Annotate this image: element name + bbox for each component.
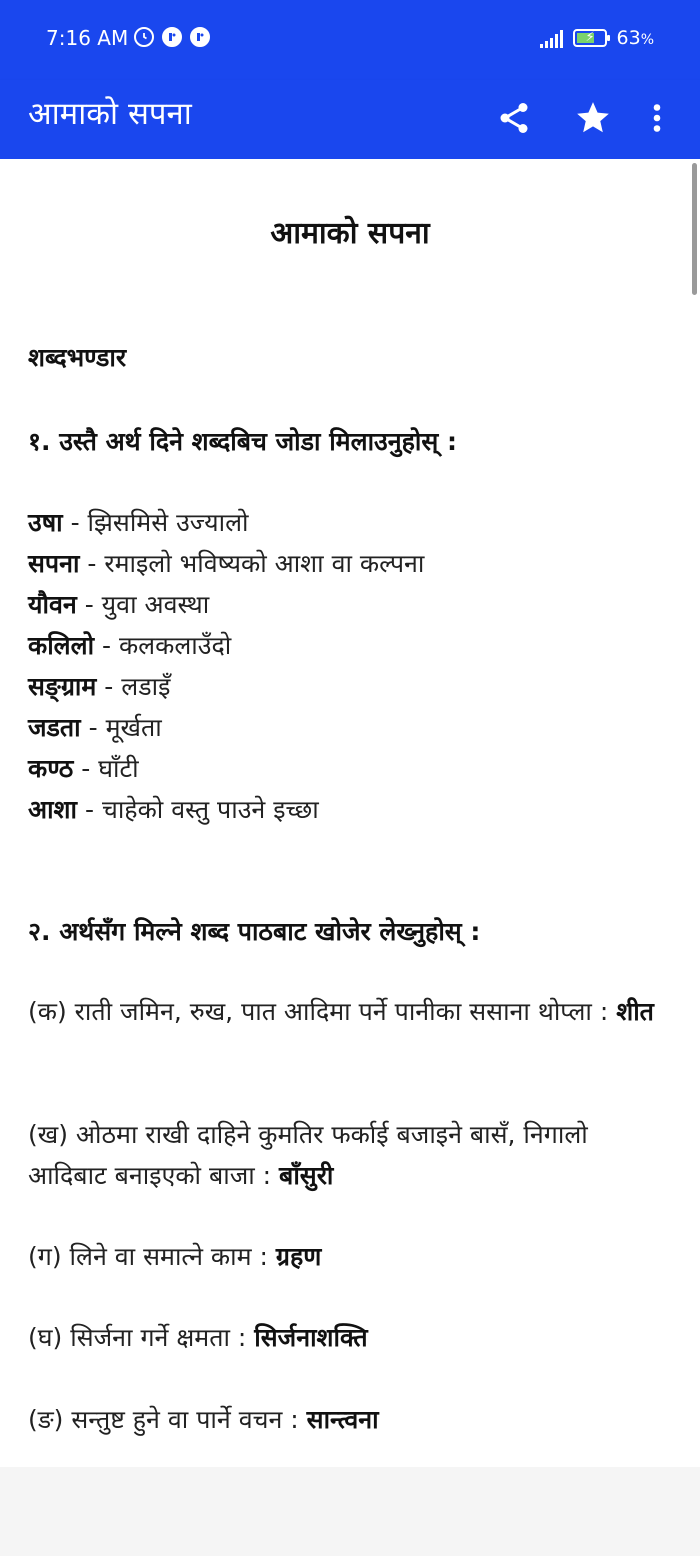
- answer-item: (घ) सिर्जना गर्ने क्षमता : सिर्जनाशक्ति: [28, 1323, 368, 1352]
- list-item: जडता - मूर्खता: [28, 713, 162, 742]
- share-icon[interactable]: [492, 96, 536, 140]
- battery-percent: 63%: [616, 27, 654, 49]
- list-item: कण्ठ - घाँटी: [28, 754, 139, 783]
- vocabulary-list: [28, 502, 674, 830]
- status-system-icons: [540, 27, 655, 49]
- answer-item: (ख) ओठमा राखी दाहिने कुमतिर फर्काई बजाइने बासँ, निगालो आदिबाट बनाइएको बाजा : बाँसुरी: [28, 1120, 588, 1190]
- list-item: आशा - चाहेको वस्तु पाउने इच्छा: [28, 795, 319, 824]
- notification-icon: [162, 27, 182, 47]
- notification-icon: [190, 27, 210, 47]
- more-vert-icon[interactable]: [635, 96, 679, 140]
- status-notification-icons: [134, 27, 210, 47]
- list-item: सपना - रमाइलो भविष्यको आशा वा कल्पना: [28, 549, 425, 578]
- scrollbar[interactable]: [692, 163, 697, 295]
- star-icon[interactable]: [571, 96, 615, 140]
- list-item: यौवन - युवा अवस्था: [28, 590, 210, 619]
- signal-icon: [540, 28, 563, 48]
- app-title: आमाको सपना: [28, 96, 192, 132]
- list-item: उषा - झिसमिसे उज्यालो: [28, 508, 249, 537]
- answer-item: (ग) लिने वा समात्ने काम : ग्रहण: [28, 1242, 322, 1271]
- answer-item: (ङ) सन्तुष्ट हुने वा पार्ने वचन : सान्त्वना: [28, 1405, 379, 1434]
- content-area[interactable]: [0, 159, 700, 1467]
- battery-icon: ⚡: [573, 29, 607, 47]
- status-bar: [0, 0, 700, 80]
- list-item: कलिलो - कलकलाउँदो: [28, 631, 232, 660]
- alarm-icon: [134, 27, 154, 47]
- question-2-heading: २. अर्थसँग मिल्ने शब्द पाठबाट खोजेर लेख्नुहोस् :: [28, 917, 481, 946]
- question-1-heading: १. उस्तै अर्थ दिने शब्दबिच जोडा मिलाउनुहोस् :: [28, 427, 457, 456]
- list-item: सङ्ग्राम - लडाइँ: [28, 672, 171, 701]
- app-bar: [0, 80, 700, 159]
- answer-item: (क) राती जमिन, रुख, पात आदिमा पर्ने पानीका ससाना थोप्ला : शीत: [28, 997, 654, 1026]
- status-time: 7:16 AM: [46, 26, 129, 50]
- section-heading: शब्दभण्डार: [28, 343, 127, 372]
- document-title: आमाको सपना: [270, 216, 430, 251]
